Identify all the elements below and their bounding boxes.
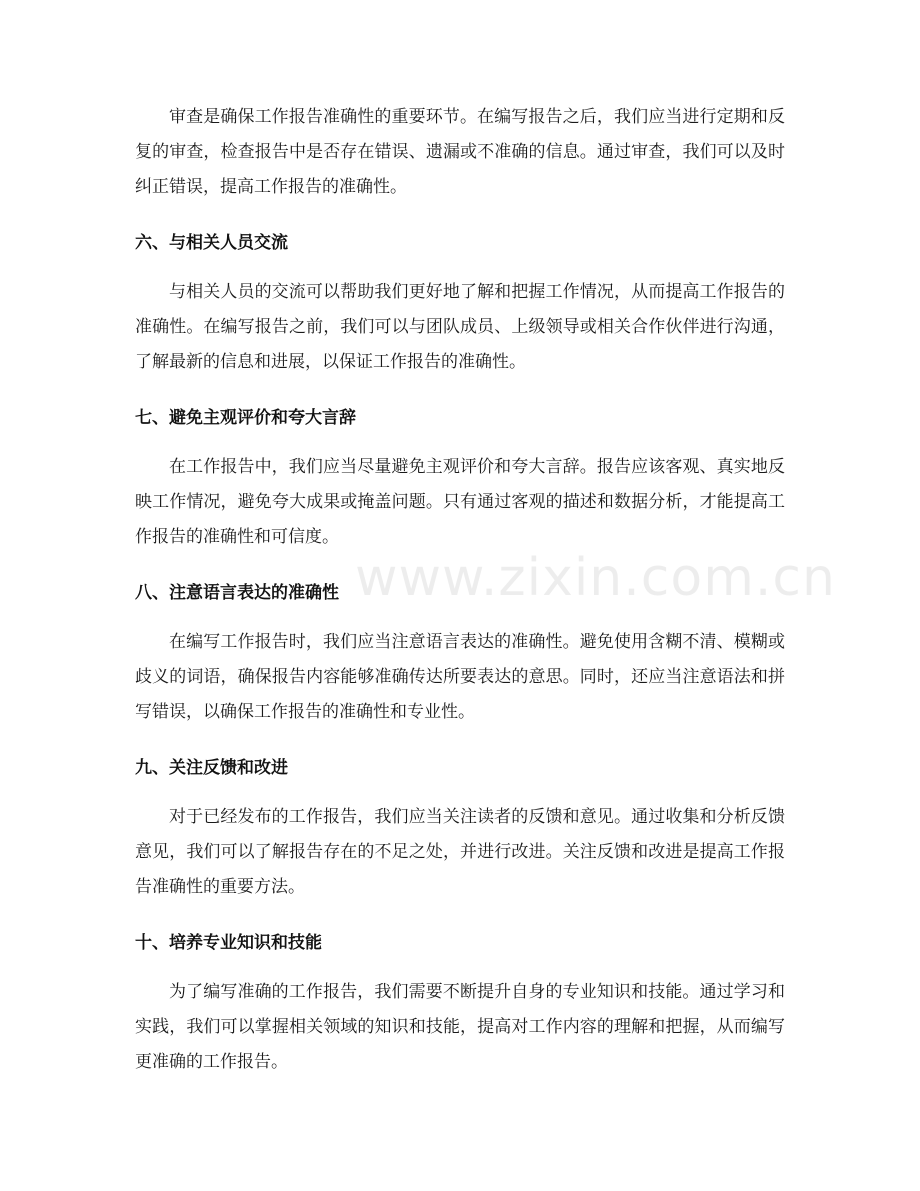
section-heading-10: 十、培养专业知识和技能 [135,933,322,953]
document-body [135,100,785,1080]
section-heading-8: 八、注意语言表达的准确性 [135,583,339,603]
intro-paragraph: 审查是确保工作报告准确性的重要环节。在编写报告之后，我们应当进行定期和反复的审查，检查报告中是否存在错误、遗漏或不准确的信息。通过审查，我们可以及时纠正错误，提高工作报告的准确性。 [135,107,785,197]
section-body-6: 与相关人员的交流可以帮助我们更好地了解和把握工作情况，从而提高工作报告的准确性。在编写报告之前，我们可以与团队成员、上级领导或相关合作伙伴进行沟通，了解最新的信息和进展，以保证工作报告的准确性。 [135,282,785,372]
section-body-10: 为了编写准确的工作报告，我们需要不断提升自身的专业知识和技能。通过学习和实践，我们可以掌握相关领域的知识和技能，提高对工作内容的理解和把握，从而编写更准确的工作报告。 [135,982,785,1072]
section-body-7: 在工作报告中，我们应当尽量避免主观评价和夸大言辞。报告应该客观、真实地反映工作情况，避免夸大成果或掩盖问题。只有通过客观的描述和数据分析，才能提高工作报告的准确性和可信度。 [135,457,785,547]
section-body-8: 在编写工作报告时，我们应当注意语言表达的准确性。避免使用含糊不清、模糊或歧义的词语，确保报告内容能够准确传达所要表达的意思。同时，还应当注意语法和拼写错误，以确保工作报告的准确性和专业性。 [135,632,785,722]
section-heading-6: 六、与相关人员交流 [135,233,288,253]
section-heading-9: 九、关注反馈和改进 [135,758,288,778]
section-heading-7: 七、避免主观评价和夸大言辞 [135,408,356,428]
watermark: www.zixin.com.cn [355,548,836,608]
section-body-9: 对于已经发布的工作报告，我们应当关注读者的反馈和意见。通过收集和分析反馈意见，我们可以了解报告存在的不足之处，并进行改进。关注反馈和改进是提高工作报告准确性的重要方法。 [135,807,785,897]
